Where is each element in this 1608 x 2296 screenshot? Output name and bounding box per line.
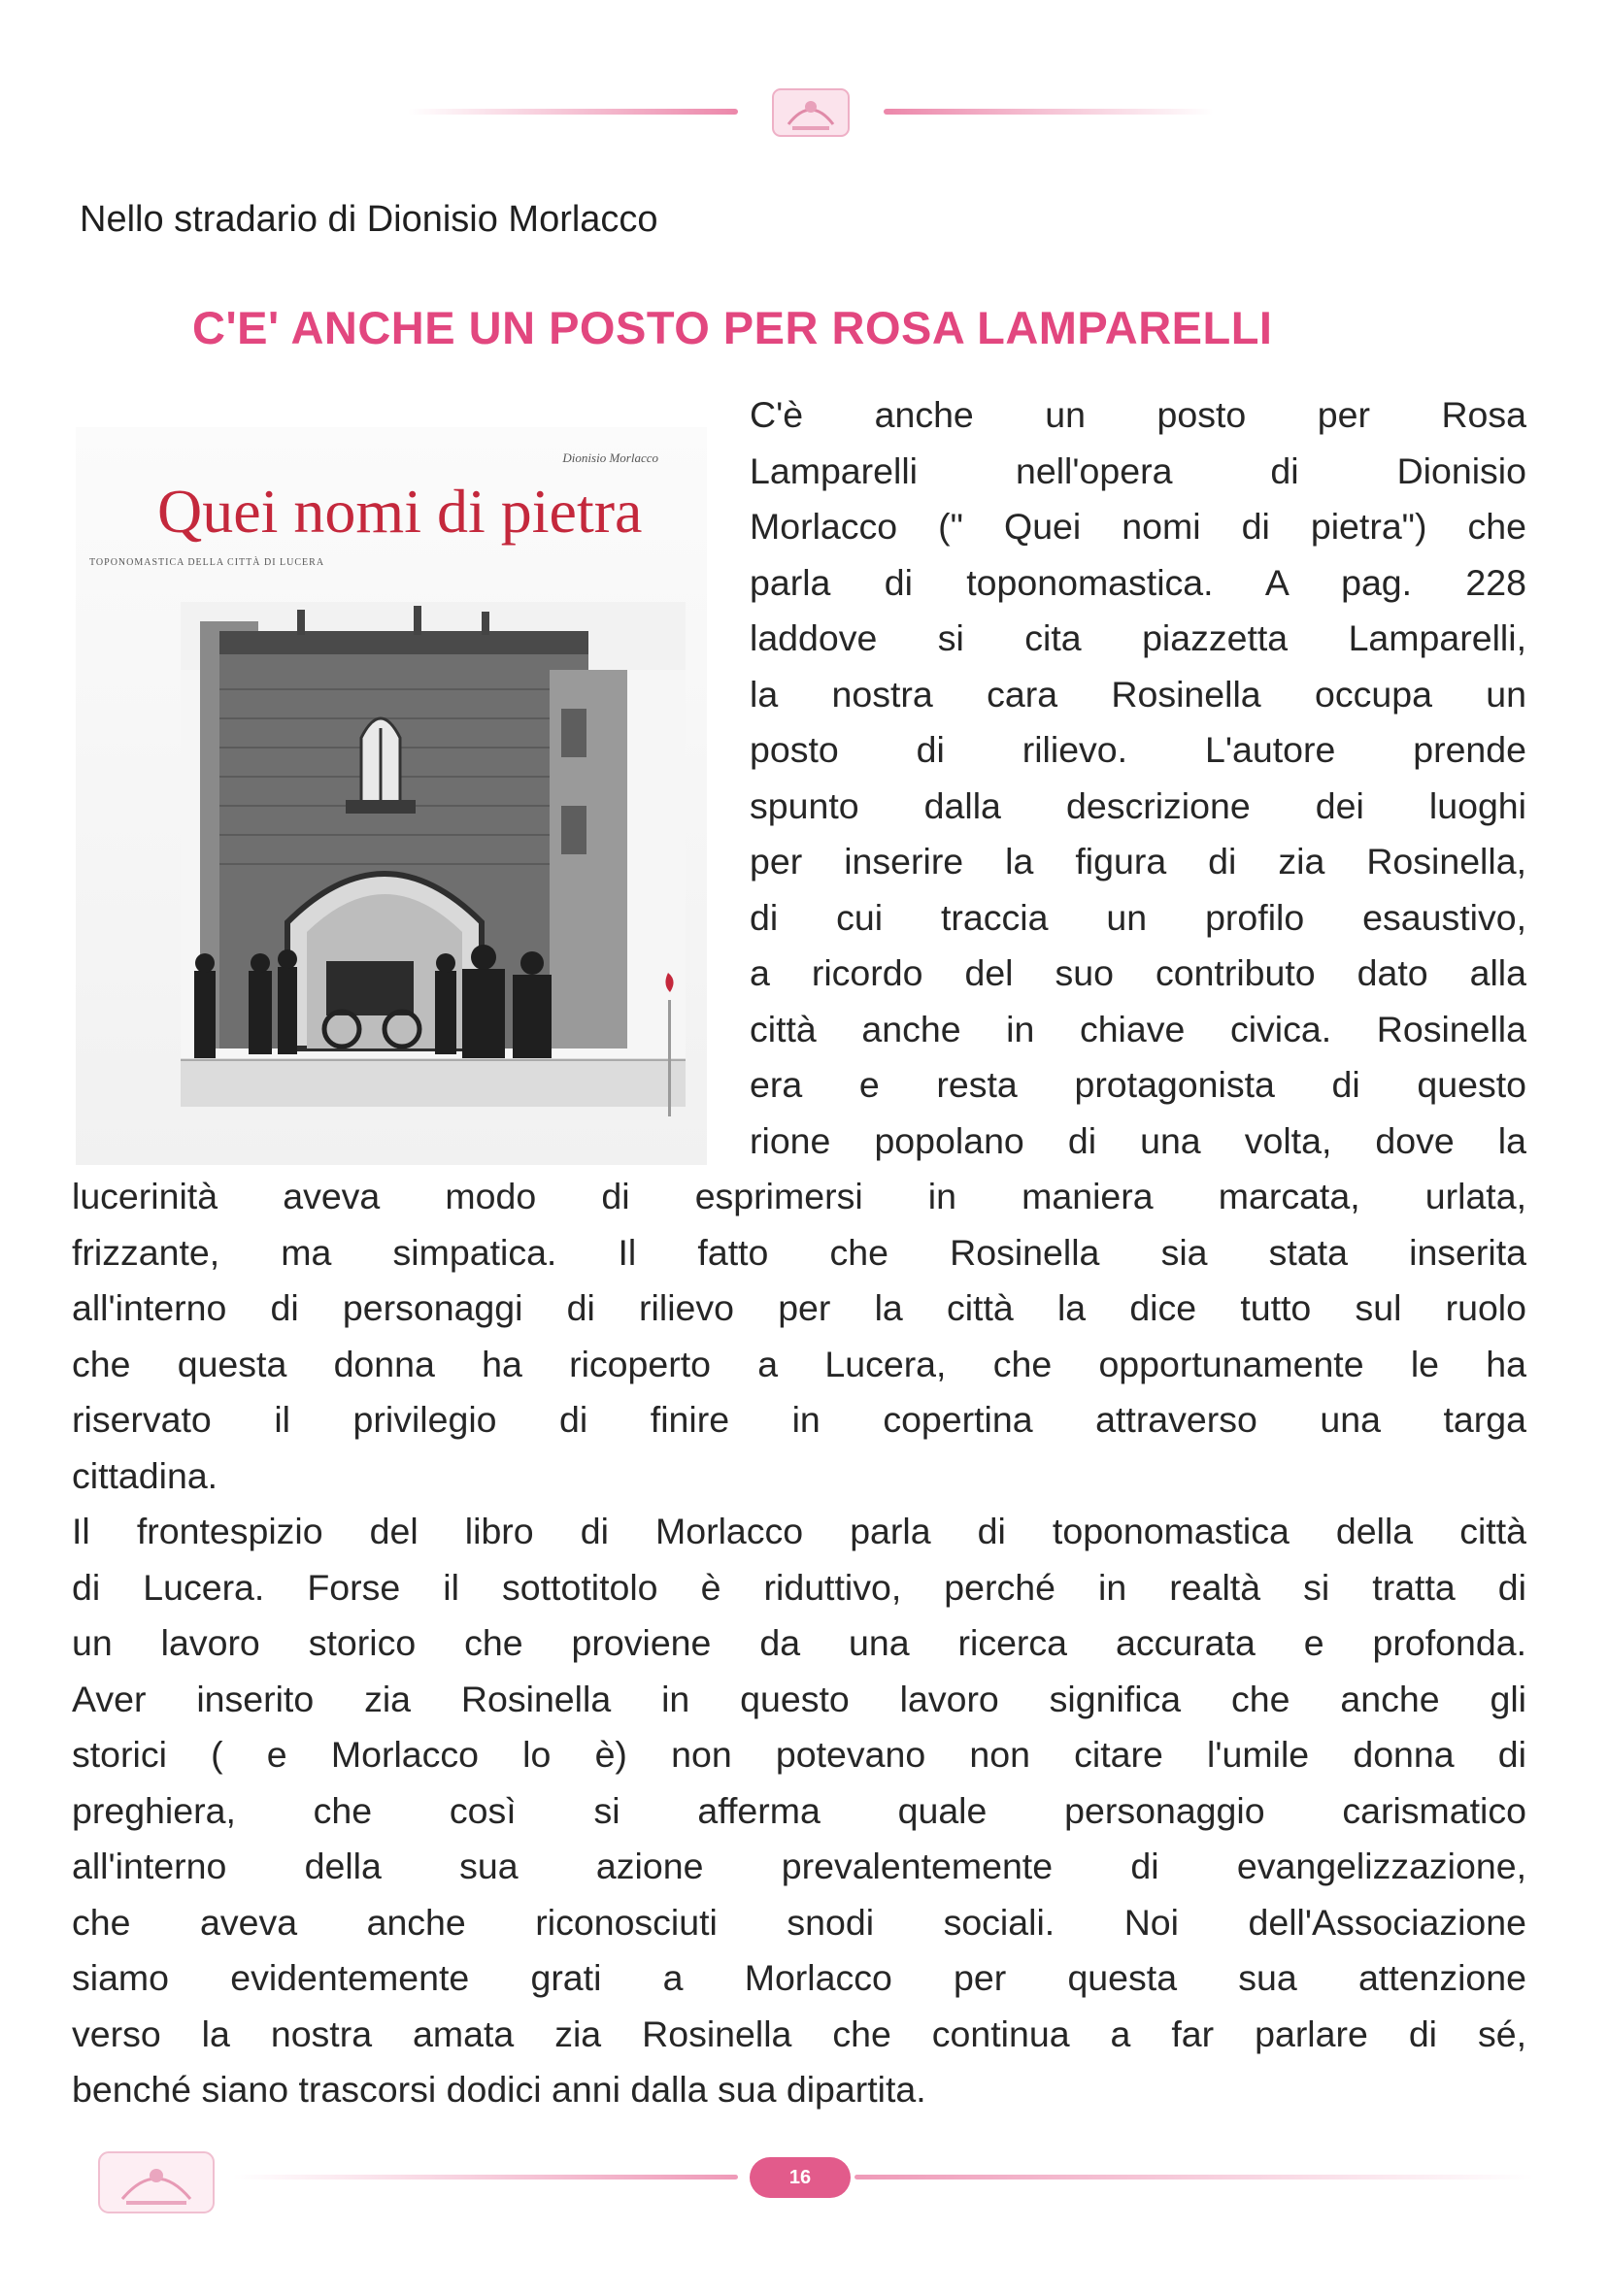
article-line: per inserire la figura di zia Rosinella, [750, 841, 1526, 882]
article-line: a ricordo del suo contributo dato alla [750, 952, 1526, 993]
article-line: benché siano trascorsi dodici anni dalla sua dipartita. [72, 2069, 926, 2110]
footer-emblem-icon [93, 2146, 219, 2218]
article-line: era e resta protagonista di questo [750, 1064, 1526, 1105]
article-line: Morlacco (" Quei nomi di pietra") che [750, 506, 1526, 547]
page-number-badge: 16 [750, 2157, 851, 2198]
article-line: posto di rilievo. L'autore prende [750, 729, 1526, 770]
street-engraving-illustration [181, 602, 686, 1107]
article-line: Lamparelli nell'opera di Dionisio [750, 449, 1526, 491]
article-line: siamo evidentemente grati a Morlacco per questa sua attenzione [72, 1957, 1526, 1998]
article-line: di cui traccia un profilo esaustivo, [750, 896, 1526, 938]
article-line: riservato il privilegio di finire in copertina attraverso una targa [72, 1399, 1526, 1440]
article-line: all'interno della sua azione prevalentemente di evangelizzazione, [72, 1846, 1526, 1886]
article-line: Il frontespizio del libro di Morlacco parla di toponomastica della città [72, 1511, 1526, 1551]
article-line: preghiera, che così si afferma quale personaggio carismatico [72, 1789, 1526, 1831]
book-cover-image [76, 427, 707, 1165]
article-headline: C'E' ANCHE UN POSTO PER ROSA LAMPARELLI [192, 302, 1273, 353]
book-cover-subtitle: TOPONOMASTICA DELLA CITTÀ DI LUCERA [89, 557, 325, 568]
article-line: lucerinità aveva modo di esprimersi in maniera marcata, urlata, [72, 1176, 1526, 1216]
article-line: la nostra cara Rosinella occupa un [750, 673, 1526, 715]
article-line: rione popolano di una volta, dove la [750, 1119, 1526, 1161]
article-line: Aver inserito zia Rosinella in questo lavoro significa che anche gli [72, 1678, 1526, 1719]
article-body-text [72, 1169, 1526, 2118]
section-kicker: Nello stradario di Dionisio Morlacco [80, 199, 658, 240]
article-line: di Lucera. Forse il sottotitolo è riduttivo, perché in realtà si tratta di [72, 1566, 1526, 1608]
article-column-text [750, 387, 1526, 1169]
ornament-line-left [408, 109, 738, 115]
article-line: storici ( e Morlacco lo è) non potevano non citare l'umile donna di [72, 1734, 1526, 1775]
article-line: verso la nostra amata zia Rosinella che continua a far parlare di sé, [72, 2013, 1526, 2054]
article-line: laddove si cita piazzetta Lamparelli, [750, 617, 1526, 658]
footer-line-right [854, 2175, 1534, 2180]
article-line: C'è anche un posto per Rosa [750, 394, 1526, 435]
article-line: città anche in chiave civica. Rosinella [750, 1008, 1526, 1049]
article-line: che aveva anche riconosciuti snodi sociali. Noi dell'Associazione [72, 1901, 1526, 1943]
publisher-spine-mark-icon [660, 971, 680, 1126]
article-line: un lavoro storico che proviene da una ricerca accurata e profonda. [72, 1622, 1526, 1663]
article-line: cittadina. [72, 1454, 218, 1496]
article-line: che questa donna ha ricoperto a Lucera, che opportunamente le ha [72, 1343, 1526, 1384]
page-footer [0, 2141, 1608, 2218]
article-line: all'interno di personaggi di rilievo per la città la dice tutto sul ruolo [72, 1287, 1526, 1328]
article-line: frizzante, ma simpatica. Il fatto che Rosinella sia stata inserita [72, 1231, 1526, 1273]
book-cover-author: Dionisio Morlacco [562, 450, 658, 465]
association-emblem-icon [769, 85, 853, 140]
article-line: parla di toponomastica. A pag. 228 [750, 561, 1526, 603]
article-line: spunto dalla descrizione dei luoghi [750, 784, 1526, 826]
top-ornament [408, 83, 1214, 142]
footer-line-left [233, 2175, 738, 2180]
book-cover-title: Quei nomi di pietra [157, 477, 643, 546]
ornament-line-right [884, 109, 1214, 115]
